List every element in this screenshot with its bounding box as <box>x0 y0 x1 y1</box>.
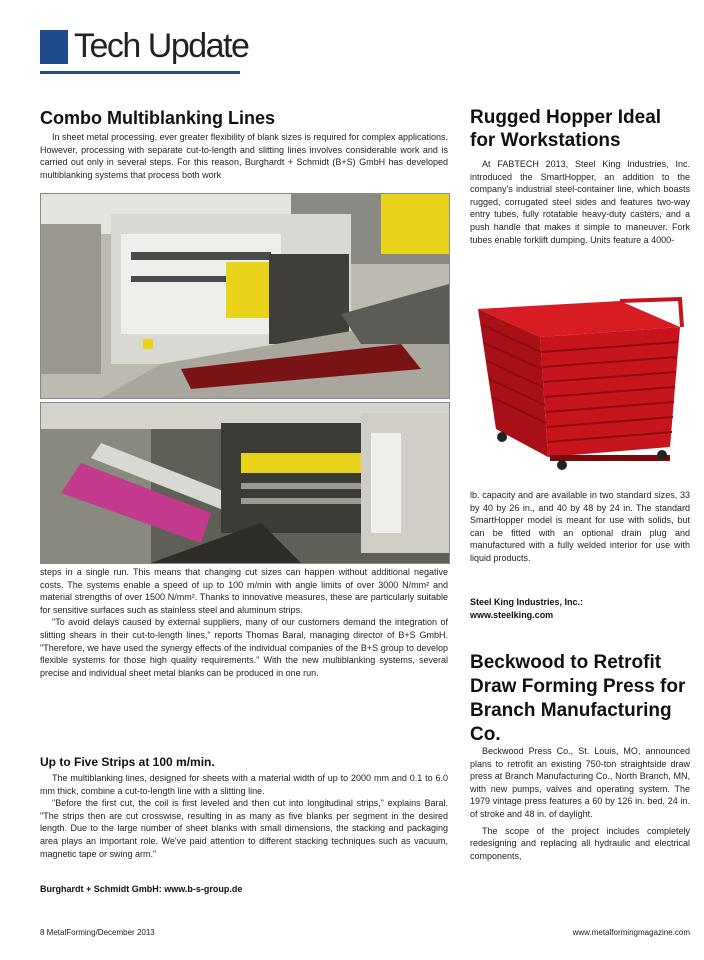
machine-illustration-1 <box>41 194 449 398</box>
left-intro-paragraph: In sheet metal processing, ever greater flexibility of blank sizes is required for complex applications. However, processing with separate cut-to-length and slitting lines involves considerable work and is carried out only in several steps. For this reason, Burghardt + Schmidt (B+S) GmbH has developed multiblanking systems that process both work <box>40 132 448 180</box>
right-article-2-body <box>470 745 690 862</box>
right-article-1-top <box>470 158 690 246</box>
right-article-1-credit-url[interactable]: www.steelking.com <box>470 610 554 620</box>
right-article-2-heading: Beckwood to Retrofit Draw Forming Press for Branch Manufacturing Co. <box>470 652 686 745</box>
section-title: Tech Update <box>74 27 249 65</box>
hopper-photo <box>470 297 692 471</box>
left-article-subsection <box>40 772 448 860</box>
left-article-body <box>40 566 448 679</box>
right2-paragraph-1: Beckwood Press Co., St. Louis, MO, announced plans to retrofit an existing 750-ton straightside draw press at Branch Manufacturing Co., North Branch, MN, with new pumps, valves and operating system. The 1979 vintage press features a 60 by 126 in. bed, 24 in. of stroke and 48 in. of daylight. <box>470 746 690 819</box>
right-article-1-bottom <box>470 489 690 565</box>
right-article-1-heading: Rugged Hopper Ideal for Workstations <box>470 107 662 151</box>
footer-page-info: 8 MetalForming/December 2013 <box>40 928 155 937</box>
left-article-credit: Burghardt + Schmidt GmbH: www.b-s-group.de <box>40 884 243 894</box>
left-sub-paragraph-1: The multiblanking lines, designed for sheets with a material width of up to 2000 mm and 0.1 to 6.0 mm thick, combine a cut-to-length line with a slitting line. <box>40 773 448 796</box>
header-rule <box>40 71 240 74</box>
right1-top-paragraph: At FABTECH 2013, Steel King Industries, Inc. introduced the SmartHopper, an addition to the company's industrial steel-container line, which boasts rugged, corrugated steel sides and features two-way entry tubes, fully rotatable heavy-duty casters, and a push handle that makes it simple to maneuver. Fork tubes enable forklift dumping. Units feature a 4000- <box>470 159 690 245</box>
left-article-subheading: Up to Five Strips at 100 m/min. <box>40 755 215 769</box>
left-article-heading: Combo Multiblanking Lines <box>40 108 275 128</box>
red-hopper-illustration <box>470 297 692 471</box>
header-accent-block <box>40 30 68 64</box>
right-article-1-credit-name: Steel King Industries, Inc.: <box>470 597 584 607</box>
multiblanking-line-photo-1 <box>40 193 450 399</box>
left-sub-paragraph-2: "Before the first cut, the coil is first leveled and then cut into longitudinal strips," explains Baral. "The strips then are cut crosswise, resulting in as many as five blanks per segment in the desired length. Due to the large number of sheet blanks with small dimensions, the stacking and packaging area plays an important role. We've paid attention to different stacking techniques such as vacuum, magnetic tape or swing arm." <box>40 798 448 859</box>
left-body-paragraph-2: "To avoid delays caused by external suppliers, many of our customers demand the integration of slitting shears in their cut-to-length lines," reports Thomas Baral, managing director of B+S GmbH. "Therefore, we have used the synergy effects of the individual companies of the B+S group to develop flexible systems for those high quality requirements." With the new multiblanking systems, several precise and individual sheet metal blanks can be produced in one run. <box>40 617 448 678</box>
multiblanking-line-photo-2 <box>40 402 450 564</box>
left-article-intro <box>40 131 448 181</box>
right1-bottom-paragraph: lb. capacity and are available in two standard sizes, 33 by 40 by 26 in., and 40 by 48 by 24 in. The standard SmartHopper model is meant for use with solids, but can be fitted with an optional drain plug and manufactured with a fully welded interior for use with liquid products. <box>470 490 690 563</box>
left-body-paragraph-1: steps in a single run. This means that changing cut sizes can happen without additional negative costs. The systems enable a speed of up to 100 m/min with angle limits of over 3000 N/mm² and material strengths of over 1500 N/mm². Thanks to innovative measures, these are particularly suitable for sensitive surfaces such as stainless steel and aluminum strips. <box>40 567 448 615</box>
right2-paragraph-2: The scope of the project includes completely redesigning and replacing all hydraulic and electrical components, <box>470 825 690 861</box>
footer-website[interactable]: www.metalformingmagazine.com <box>572 928 690 937</box>
machine-illustration-2 <box>41 403 449 563</box>
